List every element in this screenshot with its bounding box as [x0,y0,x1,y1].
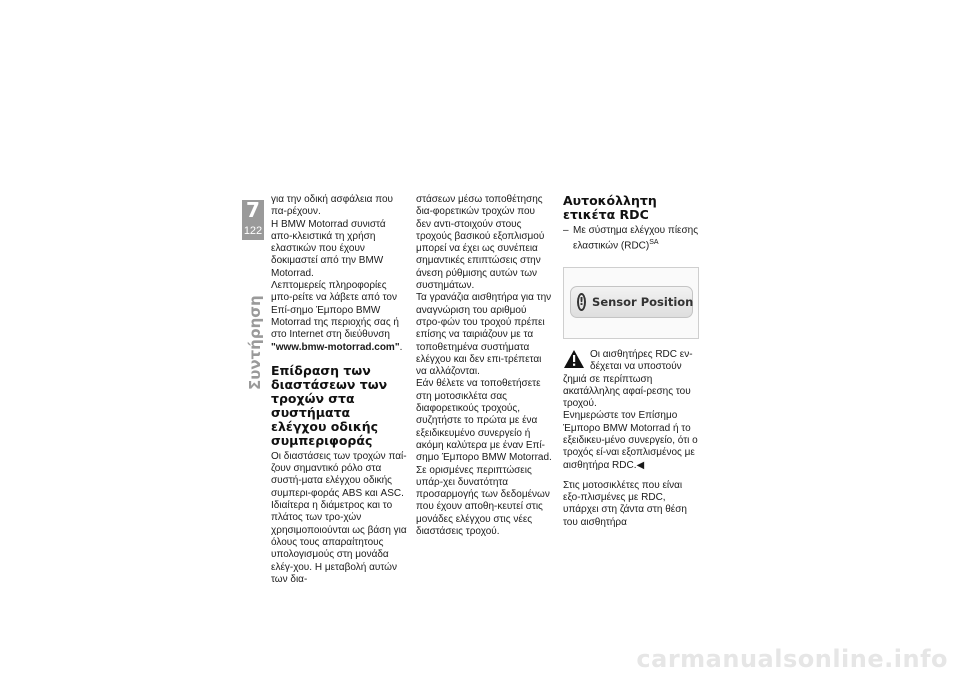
warning-block [563,349,699,472]
paragraph: Τα γρανάζια αισθητήρα για την αναγνώριση του αριθμού στρο-φών του τροχού πρέπει επίσης να ταιριάζουν με τα τοποθετημένα συστήματα ελέγχου και δεν επι-τρέπεται να αλλάζονται. [416,292,552,378]
option-superscript: SA [649,239,659,247]
end-marker-icon: ◀ [636,459,645,471]
paragraph [271,280,407,354]
column-3 [563,194,699,529]
sticker-label: Sensor Position [592,294,694,309]
page-number: 122 [243,225,263,237]
spacer [563,472,699,480]
paragraph-text: Λεπτομερείς πληροφορίες μπο-ρείτε να λάβετε από τον Επί-σημο Έμπορο BMW Motorrad της περιοχής σας ή στο Internet στη διεύθυνση [271,280,399,341]
warning-text [563,410,699,471]
exclamation-icon: ! [577,293,586,311]
section-heading: Επίδραση των διαστάσεων των τροχών στα συστήματα ελέγχου οδικής συμπεριφοράς [271,362,388,448]
warning-text: Οι αισθητήρες RDC εν-δέχεται να υποστούν ζημιά σε περίπτωση ακατάλληλης αφαί-ρεσης του τροχού. [563,348,693,410]
website-link[interactable]: "www.bmw-motorrad.com" [271,341,400,353]
paragraph: Στις μοτοσικλέτες που είναι εξο-πλισμένες με RDC, υπάρχει στη ζάντα στη θέση του αισθητήρα [563,479,687,528]
paragraph: Η BMW Motorrad συνιστά απο-κλειστικά τη χρήση ελαστικών που έχουν δοκιμαστεί από την BMW Motorrad. [271,218,386,279]
bullet-dash: – [563,225,569,236]
paragraph: για την οδική ασφάλεια που πα-ρέχουν. [271,194,394,218]
paragraph: Εάν θέλετε να τοποθετήσετε στη μοτοσικλέτα σας διαφορετικούς τροχούς, συζητήστε το πρώτα με ένα εξειδικευμένο συνεργείο ή ακόμη καλύτερα με έναν Επί-σημο Έμπορο BMW Motorrad. [416,378,552,464]
section-heading: Αυτοκόλλητη ετικέτα RDC [563,193,657,222]
paragraph: Σε ορισμένες περιπτώσεις υπάρ-χει δυνατότητα προσαρμογής των δεδομένων που έχουν αποθη-κευτεί στις μονάδες ελέγχου στις νέες διαστάσεις τροχού. [416,464,550,538]
section-title: Συντήρηση [246,295,264,390]
bullet-label: Με σύστημα ελέγχου πίεσης ελαστικών (RDC) [573,225,699,252]
paragraph-end: . [399,341,403,353]
bullet-text [573,225,699,253]
paragraph: Οι διαστάσεις των τροχών παί-ζουν σημαντικό ρόλο στα συστή-ματα ελέγχου οδικής συμπερι-φοράς ABS και ASC. Ιδιαίτερα η διάμετρος και το πλάτος των τρο-χών χρησιμοποιούνται ως βάση για όλους τους απαραίτητους υπολογισμούς στη μονάδα ελέγ-χου. Η μεταβολή αυτών των δια- [271,450,407,585]
bullet-item [563,225,699,253]
warning-icon [563,349,585,369]
column-1 [271,194,407,586]
chapter-number: 7 [246,198,260,222]
column-2 [416,194,552,538]
sensor-position-sticker [570,286,693,318]
paragraph: στάσεων μέσω τοποθέτησης δια-φορετικών τροχών που δεν αντι-στοιχούν στους τροχούς βασικού εξοπλισμού μπορεί να έχει ως συνέπεια σημαντικές επιπτώσεις στην άνεση ρύθμισης αυτών των συστημάτων. [416,194,545,292]
warning-advice: Ενημερώστε τον Επίσημο Έμπορο BMW Motorrad ή το εξειδικευ-μένο συνεργείο, ότι ο τροχός εί-ναι εξοπλισμένος με αισθητήρα RDC. [563,410,698,471]
sticker-figure [563,267,699,339]
watermark: carmanualsonline.info [636,645,948,673]
